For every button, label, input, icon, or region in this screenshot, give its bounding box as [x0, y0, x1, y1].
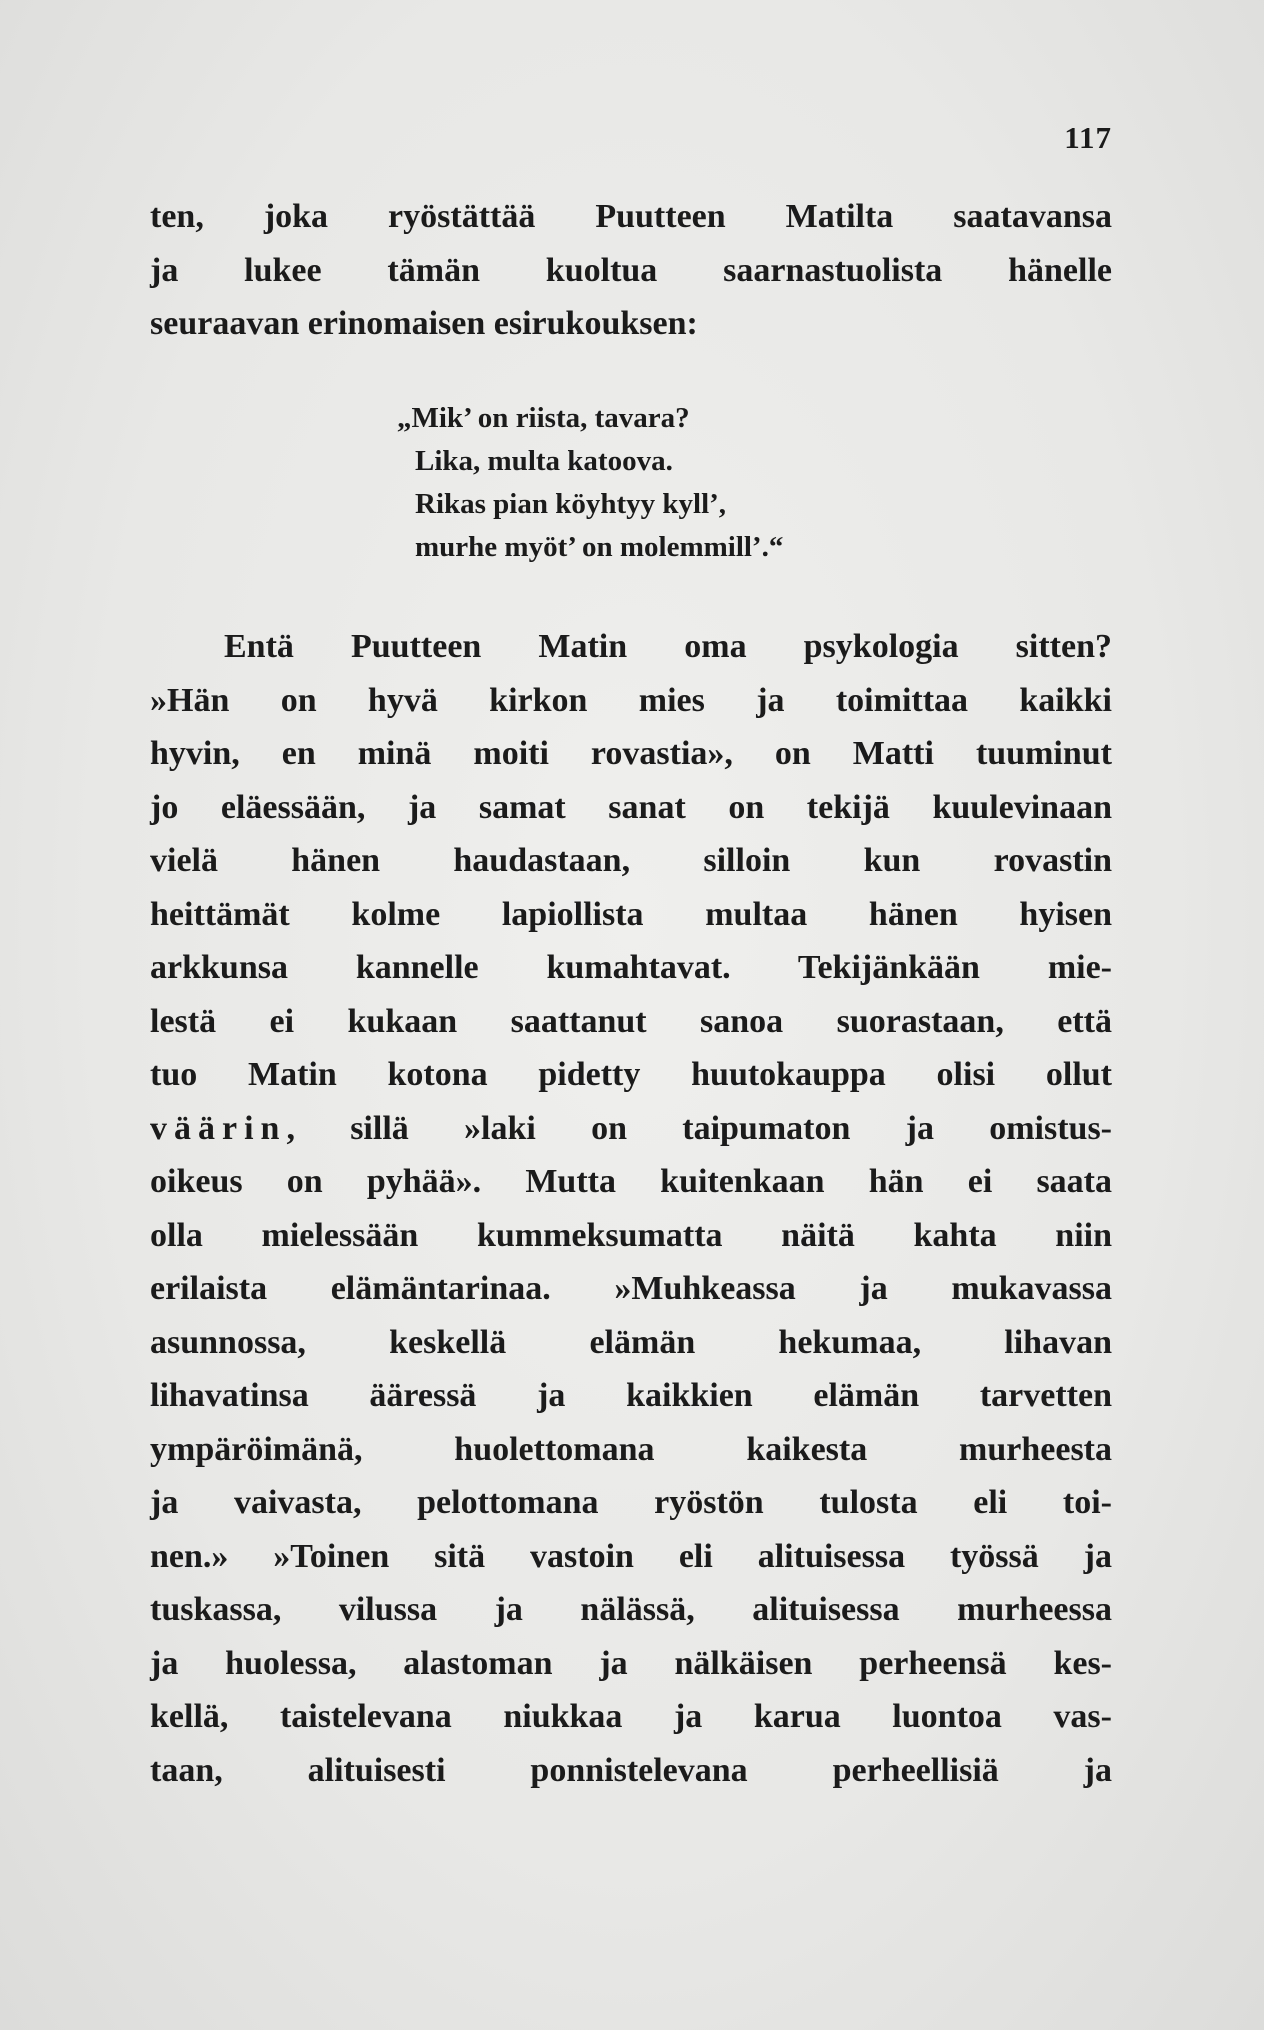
body-paragraph [150, 620, 1112, 1797]
poem-line: „Mik’ on riista, tavara? [397, 402, 690, 434]
text-line: olla mielessään kummeksumatta näitä kahta niin [150, 1216, 1112, 1254]
text-line: taan, alituisesti ponnistelevana perheellisiä ja [150, 1751, 1112, 1789]
intro-paragraph [150, 190, 1112, 351]
text-line: ja vaivasta, pelottomana ryöstön tulosta eli toi- [150, 1484, 1112, 1521]
text-line: hyvin, en minä moiti rovastia», on Matti tuuminut [150, 735, 1112, 772]
text-line: erilaista elämäntarinaa. »Muhkeassa ja mukavassa [150, 1270, 1112, 1307]
text-line: tuo Matin kotona pidetty huutokauppa olisi ollut [150, 1056, 1112, 1093]
text-line-rest: , sillä »laki on taipumaton ja omistus- [286, 1109, 1112, 1147]
text-line: ympäröimänä, huolettomana kaikesta murheesta [150, 1430, 1112, 1468]
text-line: kellä, taistelevana niukkaa ja karua luontoa vas- [150, 1698, 1112, 1735]
text-line: ja huolessa, alastoman ja nälkäisen perheensä kes- [150, 1644, 1112, 1682]
text-line: »Hän on hyvä kirkon mies ja toimittaa kaikki [150, 681, 1112, 719]
poem-quote [397, 397, 915, 569]
text-line: ja lukee tämän kuoltua saarnastuolista hänelle [150, 251, 1112, 289]
text-line-emphasis [150, 1102, 1112, 1156]
text-line: tuskassa, vilussa ja nälässä, alituisessa murheessa [150, 1591, 1112, 1628]
poem-line: Lika, multa katoova. [415, 445, 673, 477]
text-line: Entä Puutteen Matin oma psykologia sitten? [224, 628, 1112, 665]
spaced-emphasis: väärin [150, 1109, 287, 1147]
text-line: seuraavan erinomaisen esirukouksen: [150, 305, 698, 342]
poem-line: murhe myöt’ on molemmill’.“ [415, 531, 784, 563]
text-line: vielä hänen haudastaan, silloin kun rovastin [150, 842, 1112, 879]
page-number: 117 [1064, 120, 1112, 155]
text-line: arkkunsa kannelle kumahtavat. Tekijänkään mie- [150, 949, 1112, 986]
text-line: asunnossa, keskellä elämän hekumaa, lihavan [150, 1323, 1112, 1361]
text-line: oikeus on pyhää». Mutta kuitenkaan hän ei saata [150, 1163, 1112, 1200]
text-line: nen.» »Toinen sitä vastoin eli alituisessa työssä ja [150, 1537, 1112, 1575]
text-line: ten, joka ryöstättää Puutteen Matilta saatavansa [150, 198, 1112, 235]
text-line: lihavatinsa ääressä ja kaikkien elämän tarvetten [150, 1377, 1112, 1414]
text-line: jo eläessään, ja samat sanat on tekijä kuulevinaan [150, 788, 1112, 826]
text-line: lestä ei kukaan saattanut sanoa suorastaan, että [150, 1002, 1112, 1040]
poem-line: Rikas pian köyhtyy kyll’, [415, 488, 727, 520]
text-line: heittämät kolme lapiollista multaa hänen hyisen [150, 895, 1112, 933]
